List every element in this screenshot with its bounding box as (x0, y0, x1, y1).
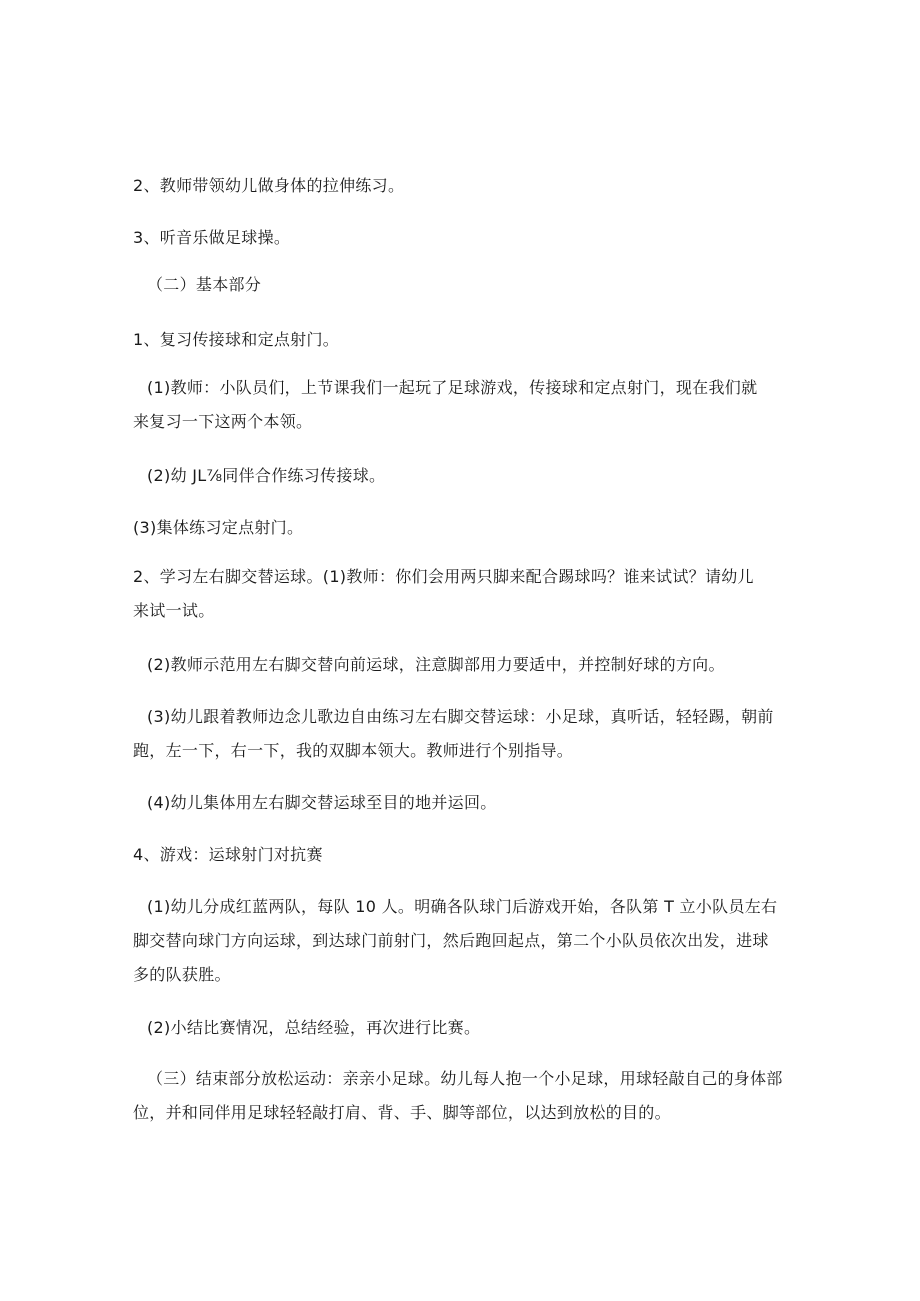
line-review-2: (2)幼 JL⅞同伴合作练习传接球。 (147, 466, 386, 485)
line-music-exercise: 3、听音乐做足球操。 (133, 228, 291, 247)
line-dribble-a: 2、学习左右脚交替运球。(1)教师：你们会用两只脚来配合踢球吗？谁来试试？请幼儿 (133, 567, 754, 586)
line-dribble-4: (4)幼儿集体用左右脚交替运球至目的地并运回。 (147, 793, 497, 812)
line-game-2: (2)小结比赛情况，总结经验，再次进行比赛。 (147, 1018, 481, 1037)
line-ending-b: 位，并和同伴用足球轻轻敲打肩、背、手、脚等部位，以达到放松的目的。 (133, 1103, 671, 1122)
line-stretch: 2、教师带领幼儿做身体的拉伸练习。 (133, 176, 405, 195)
line-game-1a: (1)幼儿分成红蓝两队，每队 10 人。明确各队球门后游戏开始，各队第 T 立小队员左右 (147, 897, 778, 916)
line-dribble-2: (2)教师示范用左右脚交替向前运球，注意脚部用力要适中，并控制好球的方向。 (147, 655, 725, 674)
line-ending-a: （三）结束部分放松运动：亲亲小足球。幼儿每人抱一个小足球，用球轻敲自己的身体部 (147, 1069, 783, 1088)
line-game-heading: 4、游戏：运球射门对抗赛 (133, 845, 323, 864)
line-game-1b: 脚交替向球门方向运球，到达球门前射门，然后跑回起点，第二个小队员依次出发，进球 (133, 931, 769, 950)
line-review-1a: (1)教师：小队员们，上节课我们一起玩了足球游戏，传接球和定点射门，现在我们就 (147, 378, 758, 397)
line-dribble-b: 来试一试。 (133, 601, 215, 620)
line-game-1c: 多的队获胜。 (133, 965, 231, 984)
line-review: 1、复习传接球和定点射门。 (133, 330, 340, 349)
line-dribble-3a: (3)幼儿跟着教师边念儿歌边自由练习左右脚交替运球：小足球，真听话，轻轻踢，朝前 (147, 707, 774, 726)
line-review-1b: 来复习一下这两个本领。 (133, 412, 313, 431)
section-basic-heading: （二）基本部分 (147, 275, 262, 294)
line-review-3: (3)集体练习定点射门。 (133, 518, 304, 537)
line-dribble-3b: 跑，左一下，右一下，我的双脚本领大。教师进行个别指导。 (133, 741, 574, 760)
